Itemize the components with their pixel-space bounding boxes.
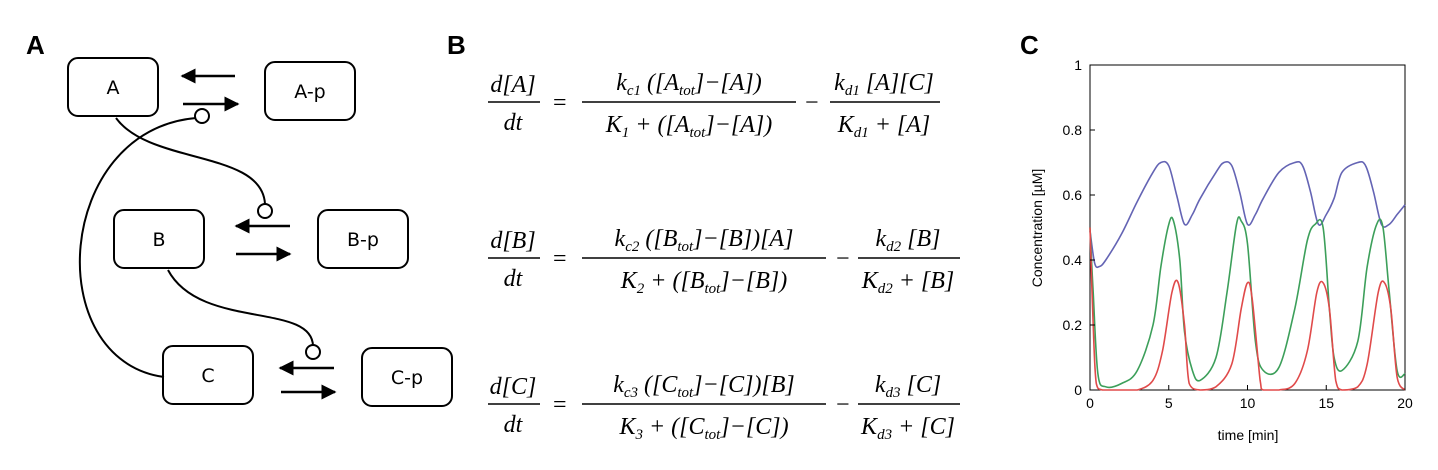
eq1-minus: − xyxy=(805,90,819,116)
x-axis-label: time [min] xyxy=(1217,427,1279,443)
eq1-t2-num: $k_{d1}$ [A][C] xyxy=(834,70,934,99)
x-tick-label: 5 xyxy=(1164,395,1173,411)
equation-3 xyxy=(488,372,960,443)
edge-a-activates-b-head xyxy=(258,204,272,218)
series-layer xyxy=(1090,162,1405,390)
edge-b-activates-c-head xyxy=(306,345,320,359)
eq1-t1-num: $k_{c1}$ $([A_{tot}]-[A])$ xyxy=(616,70,762,99)
eq1-lhs-num: d[A] xyxy=(490,72,536,98)
eq3-lhs-num: d[C] xyxy=(489,374,537,400)
network-diagram xyxy=(0,0,460,470)
node-b xyxy=(114,210,204,268)
edge-b-activates-c xyxy=(168,270,313,346)
y-tick-label: 0.6 xyxy=(1062,187,1082,203)
eq3-minus: − xyxy=(836,392,850,418)
panel-label-b: B xyxy=(447,30,466,60)
tick-layer xyxy=(1063,57,1413,411)
eq3-t2-num: $k_{d3}$ [C] xyxy=(874,372,942,401)
node-c xyxy=(163,346,253,404)
node-b-p-label: B-p xyxy=(347,229,379,251)
y-tick-label: 1 xyxy=(1074,57,1082,73)
eq1-t2-den: $K_{d1} + [A]$ xyxy=(837,112,931,141)
y-tick-label: 0.4 xyxy=(1062,252,1082,268)
eq3-equals: = xyxy=(553,392,567,418)
node-a xyxy=(68,58,158,116)
x-tick-label: 10 xyxy=(1239,395,1256,411)
eq2-t2-num: $k_{d2}$ [B] xyxy=(875,226,941,255)
y-tick-label: 0.2 xyxy=(1062,317,1082,333)
panel-label-a: A xyxy=(26,30,45,60)
eq2-minus: − xyxy=(836,246,850,272)
plot-frame xyxy=(1090,65,1405,390)
eq2-lhs-den: dt xyxy=(503,266,523,292)
eq2-t1-den: $K_2 + ([B_{tot}]-[B])$ xyxy=(620,268,788,297)
node-b-label: B xyxy=(152,229,166,251)
eq1-lhs-den: dt xyxy=(503,110,523,136)
node-c-p-label: C-p xyxy=(390,367,424,389)
node-a-p-label: A-p xyxy=(294,81,326,103)
node-c-p xyxy=(362,348,452,406)
edge-c-activates-a-head xyxy=(195,109,209,123)
equation-2 xyxy=(488,226,960,297)
panel-label-c: C xyxy=(1020,30,1039,60)
y-axis-label: Concentration [µM] xyxy=(1029,168,1045,288)
node-c-label: C xyxy=(201,365,215,387)
y-tick-label: 0 xyxy=(1074,382,1082,398)
y-tick-label: 0.8 xyxy=(1062,122,1082,138)
eq3-t2-den: $K_{d3} + [C]$ xyxy=(861,414,955,443)
eq3-lhs-den: dt xyxy=(503,412,523,438)
node-a-label: A xyxy=(106,77,120,99)
node-b-p xyxy=(318,210,408,268)
node-a-p xyxy=(265,62,355,120)
series-line-a xyxy=(1090,162,1405,268)
eq2-t2-den: $K_{d2} + [B]$ xyxy=(861,268,955,297)
x-tick-label: 0 xyxy=(1086,395,1094,411)
eq1-equals: = xyxy=(553,90,567,116)
edge-a-activates-b xyxy=(116,118,265,204)
x-tick-label: 15 xyxy=(1318,395,1335,411)
eq3-t1-den: $K_3 + ([C_{tot}]-[C])$ xyxy=(619,414,789,443)
eq1-t1-den: $K_1 + ([A_{tot}]-[A])$ xyxy=(605,112,773,141)
series-line-c xyxy=(1090,228,1405,391)
eq2-t1-num: $k_{c2}$ $([B_{tot}]-[B])[A]$ xyxy=(614,226,794,255)
series-line-b xyxy=(1090,217,1405,387)
eq3-t1-num: $k_{c3}$ $([C_{tot}]-[C])[B]$ xyxy=(613,372,795,401)
equation-1 xyxy=(488,70,940,141)
x-tick-label: 20 xyxy=(1397,395,1413,411)
eq2-equals: = xyxy=(553,246,567,272)
eq2-lhs-num: d[B] xyxy=(490,228,536,254)
